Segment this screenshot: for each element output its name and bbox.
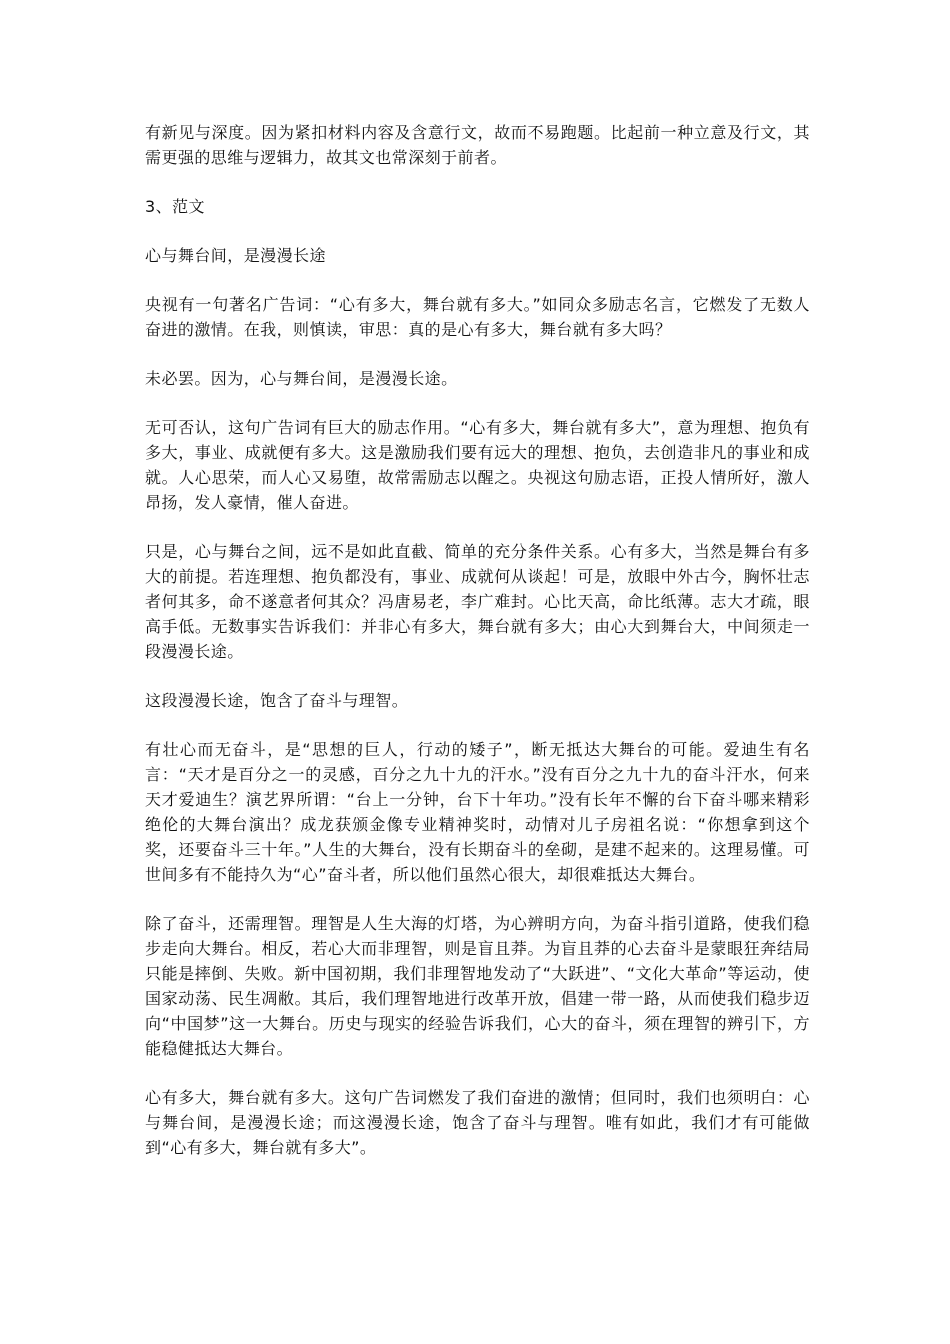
intro-paragraph: 有新见与深度。因为紧扣材料内容及含意行文，故而不易跑题。比起前一种立意及行文，其需更强的思维与逻辑力，故其文也常深刻于前者。 bbox=[145, 123, 810, 167]
essay-title: 心与舞台间，是漫漫长途 bbox=[145, 246, 326, 265]
essay-paragraph: 未必罢。因为，心与舞台间，是漫漫长途。 bbox=[145, 369, 458, 388]
essay-paragraph: 这段漫漫长途，饱含了奋斗与理智。 bbox=[145, 691, 409, 710]
essay-paragraph: 央视有一句著名广告词：“心有多大，舞台就有多大。”如同众多励志名言，它燃发了无数人奋进的激情。在我，则慎读，审思：真的是心有多大，舞台就有多大吗？ bbox=[145, 295, 810, 339]
essay-paragraph: 除了奋斗，还需理智。理智是人生大海的灯塔，为心辨明方向，为奋斗指引道路，使我们稳步走向大舞台。相反，若心大而非理智，则是盲且莽。为盲且莽的心去奋斗是蒙眼狂奔结局只能是摔倒、失败。新中国初期，我们非理智地发动了“大跃进”、“文化大革命”等运动，使国家动荡、民生凋敝。其后，我们理智地进行改革开放，倡建一带一路，从而使我们稳步迈向“中国梦”这一大舞台。历史与现实的经验告诉我们，心大的奋斗，须在理智的辨引下，方能稳健抵达大舞台。 bbox=[145, 914, 810, 1058]
essay-paragraph: 只是，心与舞台之间，远不是如此直截、简单的充分条件关系。心有多大，当然是舞台有多大的前提。若连理想、抱负都没有，事业、成就何从谈起！可是，放眼中外古今，胸怀壮志者何其多，命不遂意者何其众？冯唐易老，李广难封。心比天高，命比纸薄。志大才疏，眼高手低。无数事实告诉我们：并非心有多大，舞台就有多大；由心大到舞台大，中间须走一段漫漫长途。 bbox=[145, 542, 810, 661]
essay-paragraph: 有壮心而无奋斗，是“思想的巨人，行动的矮子”，断无抵达大舞台的可能。爱迪生有名言：“天才是百分之一的灵感，百分之九十九的汗水。”没有百分之九十九的奋斗汗水，何来天才爱迪生？演艺界所谓：“台上一分钟，台下十年功。”没有长年不懈的台下奋斗哪来精彩绝伦的大舞台演出？成龙获颁金像专业精神奖时，动情对儿子房祖名说：“你想拿到这个奖，还要奋斗三十年。”人生的大舞台，没有长期奋斗的垒砌，是建不起来的。这理易懂。可世间多有不能持久为“心”奋斗者，所以他们虽然心很大，却很难抵达大舞台。 bbox=[145, 740, 810, 884]
essay-paragraph: 无可否认，这句广告词有巨大的励志作用。“心有多大，舞台就有多大”，意为理想、抱负有多大，事业、成就便有多大。这是激励我们要有远大的理想、抱负，去创造非凡的事业和成就。人心思荣，而人心又易堕，故常需励志以醒之。央视这句励志语，正投人情所好，激人昂扬，发人豪情，催人奋进。 bbox=[145, 418, 810, 512]
essay-paragraph: 心有多大，舞台就有多大。这句广告词燃发了我们奋进的激情；但同时，我们也须明白：心与舞台间，是漫漫长途；而这漫漫长途，饱含了奋斗与理智。唯有如此，我们才有可能做到“心有多大，舞台就有多大”。 bbox=[145, 1088, 810, 1157]
document-body bbox=[145, 120, 810, 1184]
section-label: 3、范文 bbox=[145, 197, 205, 216]
